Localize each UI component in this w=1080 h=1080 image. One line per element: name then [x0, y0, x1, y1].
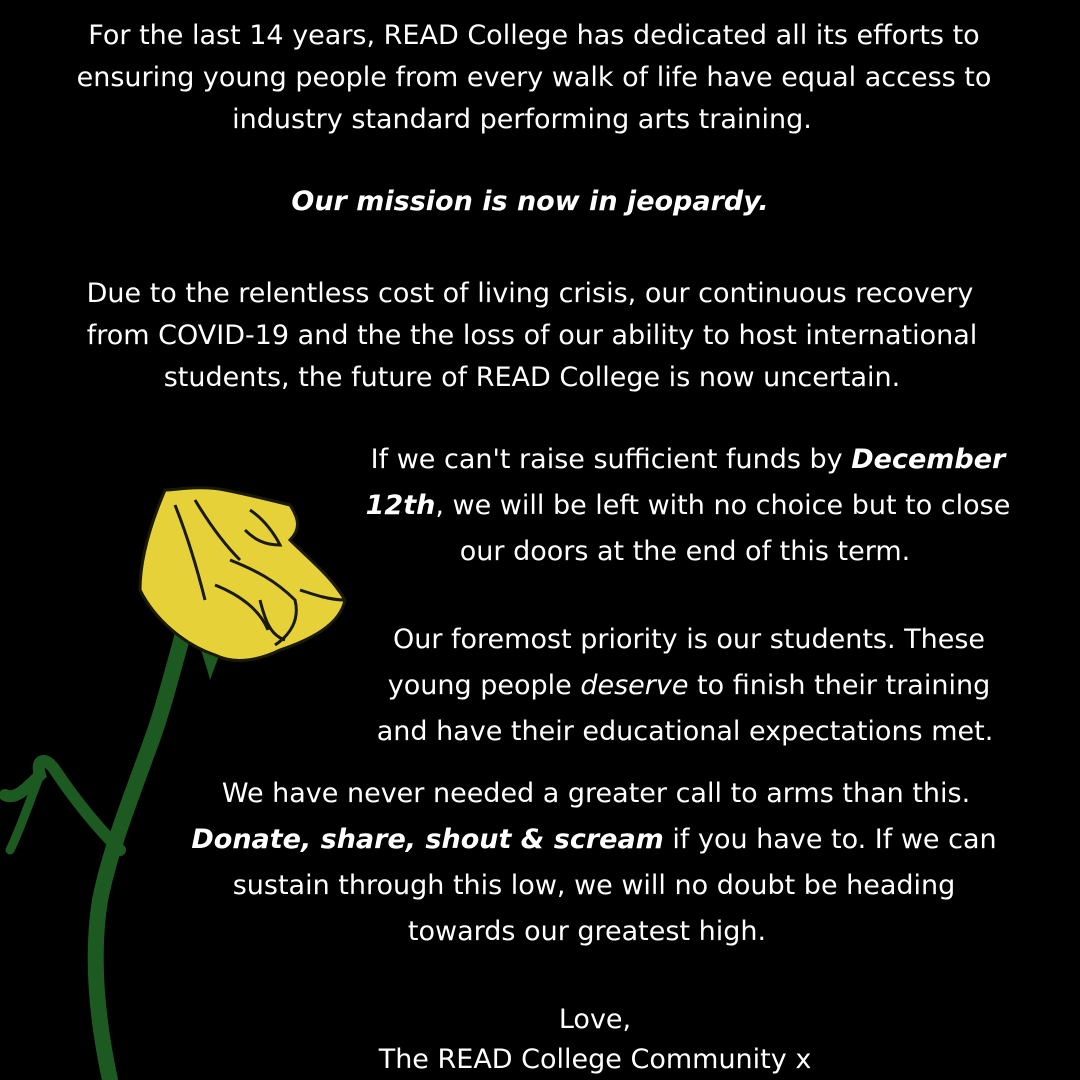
priority-suffix: to finish their training [688, 670, 991, 701]
deadline-line-3: our doors at the end of this term. [459, 536, 911, 567]
signoff-signature: The READ College Community x [378, 1044, 812, 1075]
crisis-line-3: students, the future of READ College is now uncertain. [163, 362, 901, 393]
deadline-day: 12th [365, 490, 436, 521]
call-emphasis: Donate, share, shout & scream [191, 824, 664, 855]
deadline-line-1 [371, 446, 1006, 473]
crisis-line-1: Due to the relentless cost of living crisis, our continuous recovery [86, 278, 974, 309]
deadline-prefix: If we can't raise sufficient funds by [370, 444, 852, 475]
signoff-love: Love, [558, 1004, 632, 1035]
call-line-3: sustain through this low, we will no doubt be heading [232, 870, 956, 901]
deadline-line-2 [366, 492, 1011, 519]
intro-line-1: For the last 14 years, READ College has dedicated all its efforts to [88, 20, 980, 51]
deadline-rest: , we will be left with no choice but to close [435, 490, 1011, 521]
call-line-2 [191, 826, 996, 853]
intro-line-3: industry standard performing arts training. [232, 104, 812, 135]
call-line-4: towards our greatest high. [407, 916, 767, 947]
intro-line-2: ensuring young people from every walk of life have equal access to [76, 62, 992, 93]
crisis-line-2: from COVID-19 and the the loss of our ability to host international [86, 320, 978, 351]
call-line-1: We have never needed a greater call to arms than this. [221, 778, 971, 809]
priority-emphasis: deserve [580, 670, 689, 701]
priority-line-1: Our foremost priority is our students. These [392, 624, 986, 655]
mission-statement: Our mission is now in jeopardy. [291, 186, 769, 217]
priority-line-2 [388, 672, 990, 699]
priority-line-3: and have their educational expectations met. [376, 716, 994, 747]
call-rest: if you have to. If we can [663, 824, 997, 855]
deadline-month: December [851, 444, 1006, 475]
priority-prefix: young people [387, 670, 581, 701]
